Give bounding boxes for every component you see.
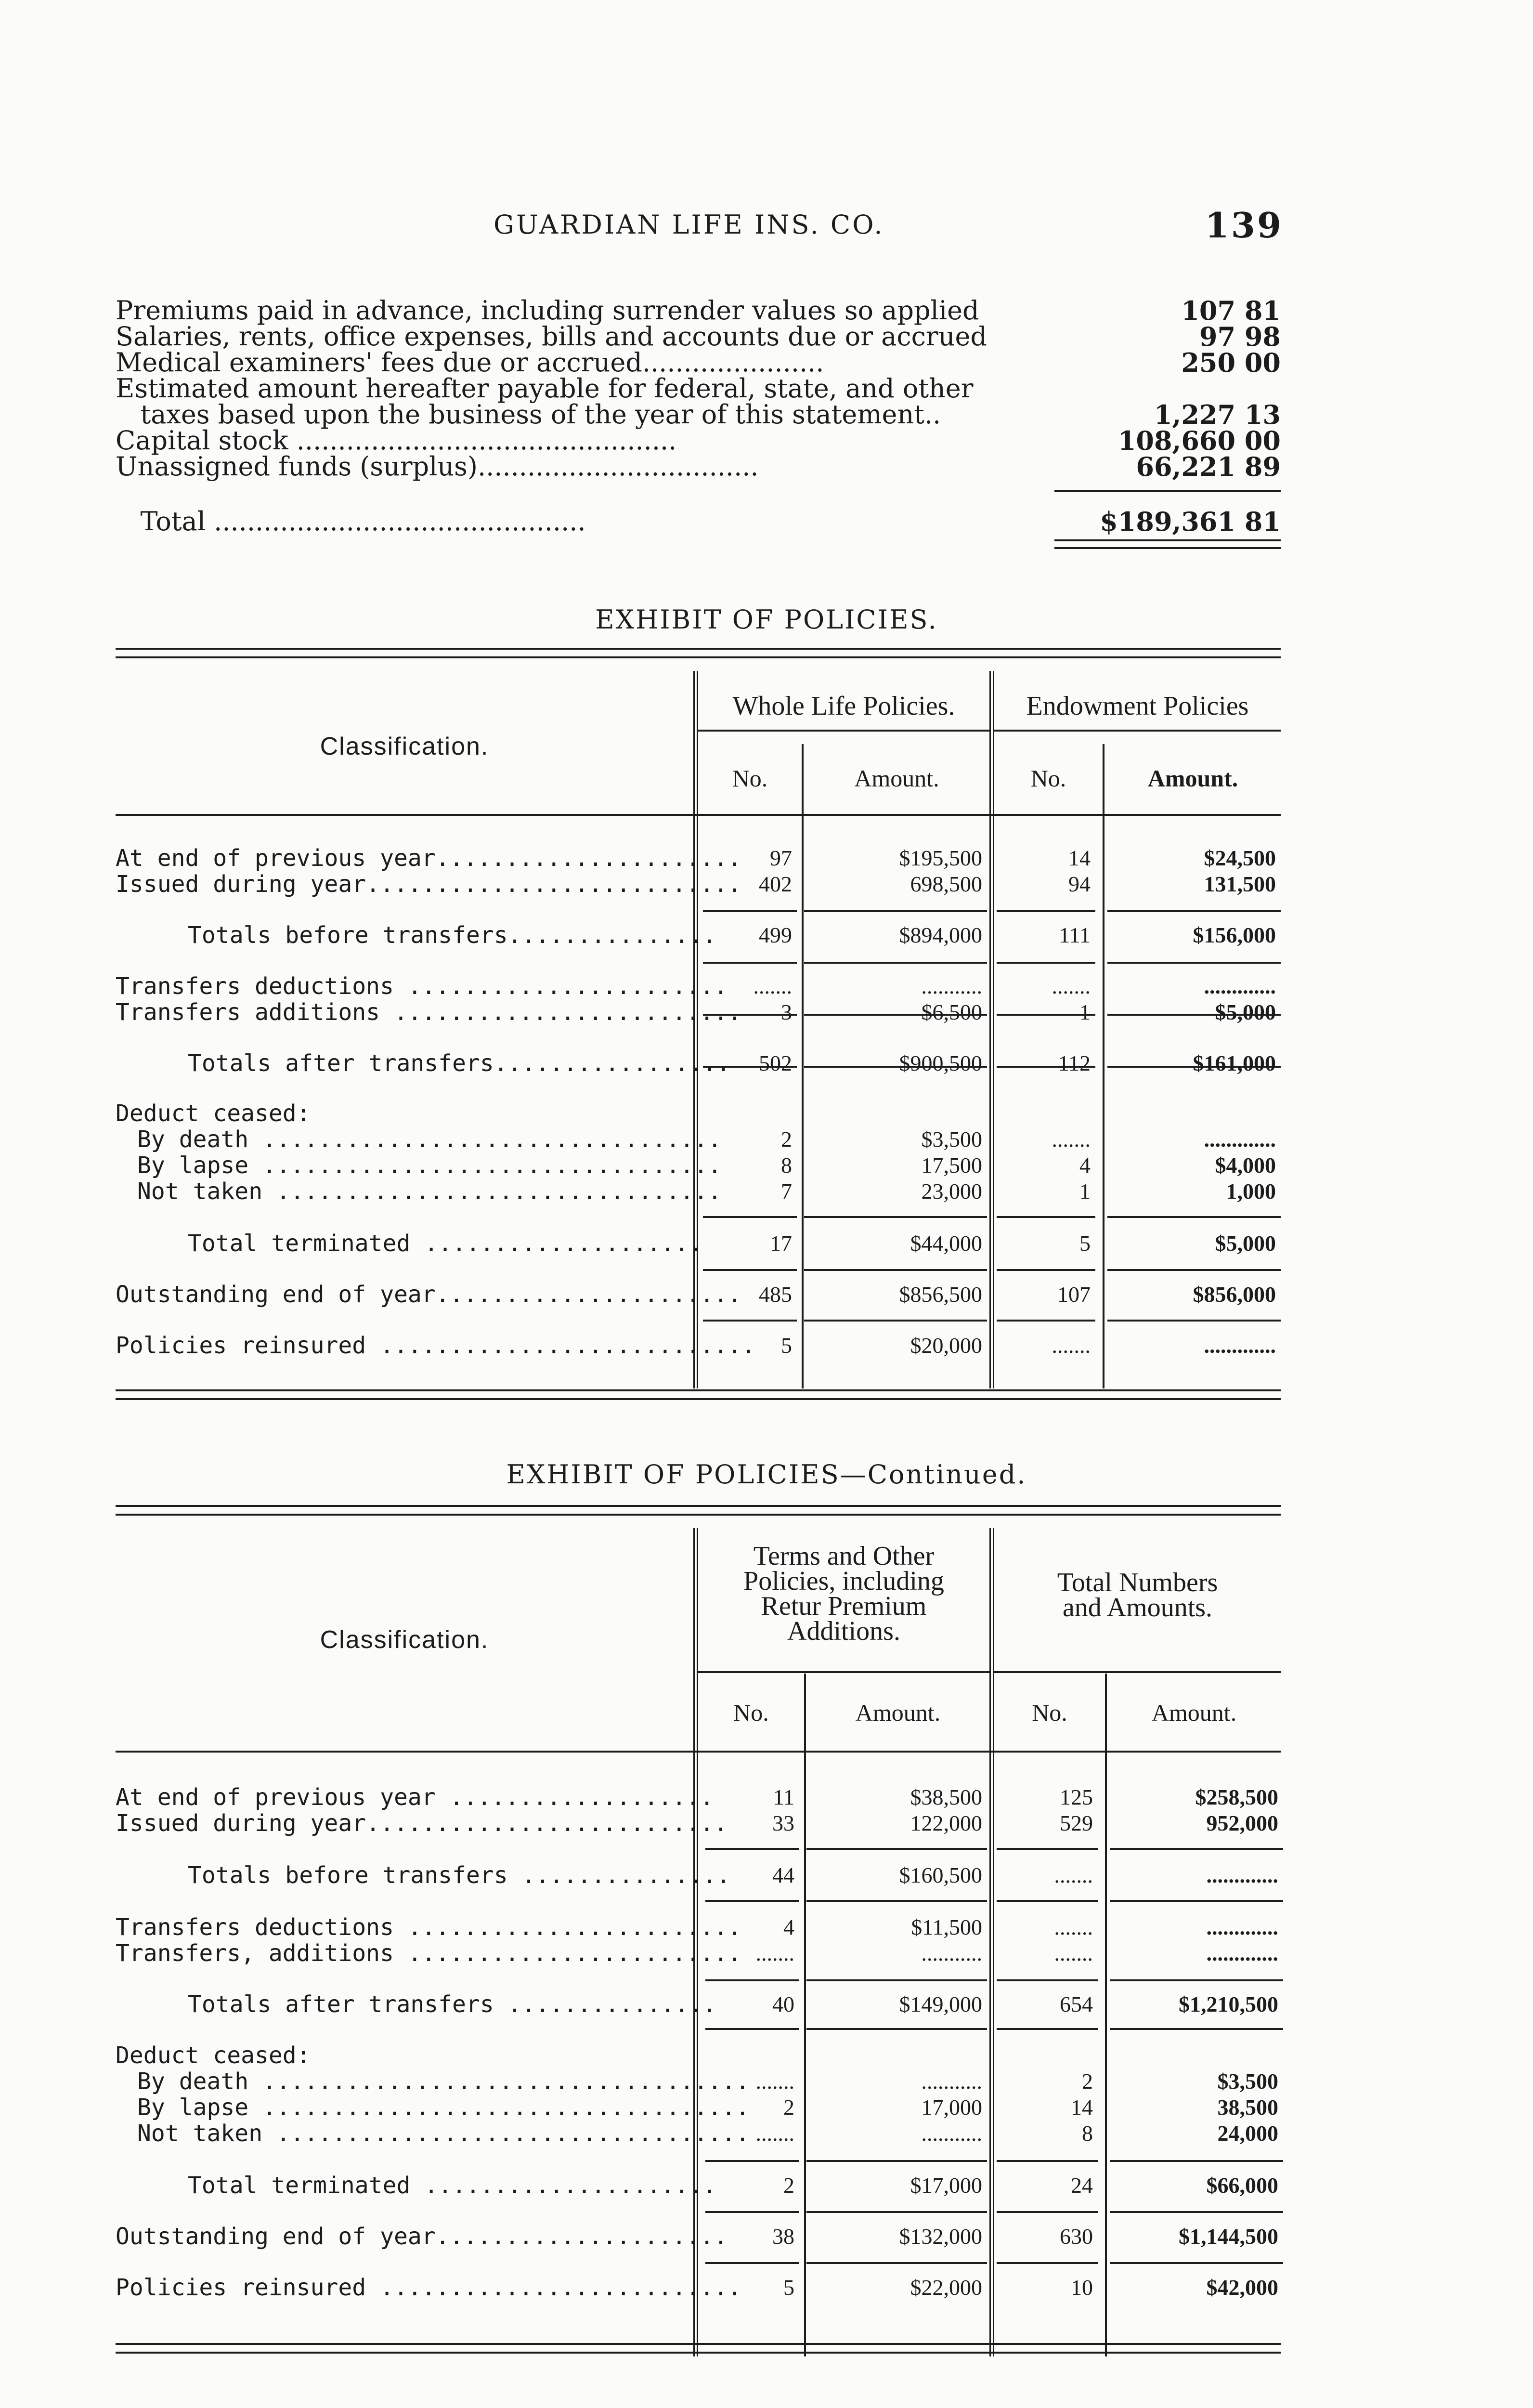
cell-endow-no: 125 bbox=[1060, 1785, 1093, 1809]
col-header-no: No. bbox=[732, 765, 768, 792]
exhibit-title: EXHIBIT OF POLICIES—Continued. bbox=[506, 1459, 1027, 1490]
table-row bbox=[116, 1282, 1281, 1308]
subtotal-rule bbox=[1107, 1269, 1281, 1271]
cell-endow-no: ....... bbox=[1052, 1127, 1091, 1152]
cell-endow-amount: 1,000 bbox=[1226, 1179, 1276, 1204]
subtotal-rule bbox=[997, 910, 1095, 912]
table-row bbox=[116, 845, 1281, 871]
subtotal-rule bbox=[804, 910, 987, 912]
row-label: Policies reinsured .......................... bbox=[116, 2274, 742, 2301]
table-row bbox=[116, 871, 1281, 897]
cell-whole-amount: $38,500 bbox=[910, 1785, 982, 1809]
subtotal-rule bbox=[997, 1979, 1098, 1981]
cell-whole-no: 11 bbox=[773, 1785, 794, 1809]
row-label: Not taken .................................. bbox=[137, 2120, 750, 2147]
ledger-sum-rule bbox=[116, 480, 1281, 494]
cell-whole-amount: $22,000 bbox=[910, 2275, 982, 2300]
subtotal-rule bbox=[804, 962, 987, 964]
cell-whole-amount: $6,500 bbox=[921, 1000, 982, 1024]
subtotal-rule bbox=[804, 1269, 987, 1271]
subtotal-rule bbox=[1107, 910, 1281, 912]
table-row bbox=[116, 1940, 1281, 1966]
table-row bbox=[116, 1050, 1281, 1076]
ledger-value: 1,227 13 bbox=[1154, 399, 1281, 430]
cell-endow-no: 8 bbox=[1082, 2121, 1093, 2146]
table-rule bbox=[116, 1389, 1281, 1400]
cell-whole-amount: $132,000 bbox=[899, 2224, 982, 2249]
cell-endow-no: ....... bbox=[1052, 974, 1091, 998]
ledger-total-value: $189,361 81 bbox=[1100, 506, 1281, 537]
cell-whole-no: 2 bbox=[781, 1127, 792, 1152]
cell-whole-amount: $195,500 bbox=[899, 846, 982, 870]
cell-whole-amount: 698,500 bbox=[910, 872, 982, 896]
cell-endow-no: 10 bbox=[1071, 2275, 1093, 2300]
table-row bbox=[116, 1991, 1281, 2017]
table-row bbox=[116, 2094, 1281, 2120]
subtotal-rule bbox=[997, 962, 1095, 964]
cell-whole-amount: ........... bbox=[921, 2069, 982, 2094]
subtotal-rule bbox=[1107, 1066, 1281, 1068]
ledger-label: Salaries, rents, office expenses, bills and accounts due or accrued bbox=[116, 321, 987, 352]
cell-endow-no: ....... bbox=[1054, 1915, 1093, 1939]
col-header-no: No. bbox=[1030, 765, 1066, 792]
cell-whole-amount: 23,000 bbox=[921, 1179, 982, 1204]
cell-endow-no: 1 bbox=[1079, 1179, 1091, 1204]
subtotal-rule bbox=[1107, 1216, 1281, 1218]
subtotal-rule bbox=[997, 2262, 1098, 2264]
cell-whole-amount: $149,000 bbox=[899, 1992, 982, 2016]
cell-endow-amount: $1,210,500 bbox=[1179, 1992, 1278, 2016]
ledger-value: 107 81 bbox=[1181, 295, 1281, 326]
ledger-double-rule bbox=[116, 535, 1281, 549]
cell-whole-no: 502 bbox=[759, 1051, 792, 1075]
ledger-label: Unassigned funds (surplus).................................. bbox=[116, 451, 759, 482]
cell-endow-amount: 131,500 bbox=[1204, 872, 1276, 896]
cell-endow-amount: $66,000 bbox=[1206, 2173, 1278, 2198]
subtotal-rule bbox=[997, 1269, 1095, 1271]
cell-whole-amount: $20,000 bbox=[910, 1333, 982, 1358]
table-row bbox=[116, 2120, 1281, 2146]
table-rule bbox=[116, 648, 1281, 658]
ledger-label: Premiums paid in advance, including surrender values so applied bbox=[116, 295, 979, 326]
exhibit-title: EXHIBIT OF POLICIES. bbox=[595, 604, 938, 635]
subtotal-rule bbox=[703, 1066, 797, 1068]
subtotal-rule bbox=[997, 1066, 1095, 1068]
cell-endow-no: 4 bbox=[1079, 1153, 1091, 1178]
row-label: Transfers, additions ........................ bbox=[116, 1940, 742, 1967]
header-bottom-rule bbox=[116, 814, 1281, 816]
group-header-line: and Amounts. bbox=[1062, 1593, 1213, 1623]
cell-whole-no: 402 bbox=[759, 872, 792, 896]
cell-whole-no: 5 bbox=[781, 1333, 792, 1358]
table-row bbox=[116, 1152, 1281, 1178]
header-rule bbox=[994, 1671, 1281, 1673]
table-row bbox=[116, 2224, 1281, 2250]
subtotal-rule bbox=[806, 1848, 987, 1850]
subtotal-rule bbox=[1107, 962, 1281, 964]
cell-endow-no: ....... bbox=[1054, 1941, 1093, 1965]
row-label: Policies reinsured ........................... bbox=[116, 1332, 756, 1359]
group-header: Whole Life Policies. bbox=[732, 691, 955, 721]
cell-endow-amount: ............. bbox=[1204, 1127, 1276, 1152]
cell-whole-amount: $17,000 bbox=[910, 2173, 982, 2198]
row-label: Totals before transfers ............... bbox=[188, 1862, 731, 1889]
cell-endow-no: 14 bbox=[1068, 846, 1091, 870]
cell-whole-no: 40 bbox=[772, 1992, 794, 2016]
group-header-line: Policies, including bbox=[743, 1566, 944, 1596]
row-label: At end of previous year...................... bbox=[116, 845, 742, 872]
ledger-row bbox=[116, 373, 1281, 404]
ledger-total-row bbox=[116, 506, 1281, 537]
table-row bbox=[116, 973, 1281, 999]
row-label: By lapse ................................... bbox=[137, 2094, 750, 2121]
cell-endow-amount: 24,000 bbox=[1217, 2121, 1278, 2146]
ledger-value: 66,221 89 bbox=[1136, 451, 1281, 482]
ledger-row bbox=[116, 321, 1281, 352]
row-label: By lapse ................................. bbox=[137, 1152, 722, 1179]
header-rule bbox=[994, 730, 1281, 732]
subtotal-rule bbox=[705, 2262, 799, 2264]
classification-header: Classification. bbox=[320, 1626, 489, 1654]
subtotal-rule bbox=[806, 2262, 987, 2264]
cell-whole-amount: $894,000 bbox=[899, 923, 982, 947]
sum-line bbox=[1054, 490, 1281, 492]
subtotal-rule bbox=[1107, 1014, 1281, 1016]
subtotal-rule bbox=[806, 1979, 987, 1981]
subtotal-rule bbox=[997, 2211, 1098, 2213]
cell-endow-amount: $156,000 bbox=[1193, 923, 1276, 947]
cell-whole-amount: 17,000 bbox=[921, 2095, 982, 2120]
ledger-value: 108,660 00 bbox=[1117, 425, 1281, 456]
exhibit-table-continued bbox=[116, 1505, 1281, 2357]
cell-whole-amount: $160,500 bbox=[899, 1863, 982, 1887]
cell-whole-amount: $900,500 bbox=[899, 1051, 982, 1075]
col-header-amount: Amount. bbox=[1147, 765, 1238, 792]
table-row bbox=[116, 1784, 1281, 1810]
cell-endow-no: 630 bbox=[1060, 2224, 1093, 2249]
subtotal-rule bbox=[806, 1900, 987, 1902]
table-row bbox=[116, 1100, 1281, 1126]
table-row bbox=[116, 2172, 1281, 2199]
subtotal-rule bbox=[705, 2211, 799, 2213]
cell-endow-no: 111 bbox=[1059, 923, 1091, 947]
cell-endow-amount: $258,500 bbox=[1195, 1785, 1278, 1809]
subtotal-rule bbox=[703, 1269, 797, 1271]
subtotal-rule bbox=[705, 1900, 799, 1902]
cell-whole-amount: $44,000 bbox=[910, 1231, 982, 1256]
cell-endow-amount: $24,500 bbox=[1204, 846, 1276, 870]
cell-endow-amount: $1,144,500 bbox=[1179, 2224, 1278, 2249]
cell-endow-no: 2 bbox=[1082, 2069, 1093, 2094]
subtotal-rule bbox=[705, 2028, 799, 2030]
cell-whole-amount: 17,500 bbox=[921, 1153, 982, 1178]
cell-whole-no: 8 bbox=[781, 1153, 792, 1178]
cell-whole-no: ....... bbox=[755, 2121, 794, 2146]
table-row bbox=[116, 2042, 1281, 2068]
cell-endow-no: 94 bbox=[1068, 872, 1091, 896]
cell-endow-amount: $5,000 bbox=[1215, 1231, 1276, 1256]
subtotal-rule bbox=[703, 910, 797, 912]
cell-whole-no: 499 bbox=[759, 923, 792, 947]
cell-whole-no: ....... bbox=[753, 974, 792, 998]
subtotal-rule bbox=[703, 1216, 797, 1218]
subtotal-rule bbox=[806, 2028, 987, 2030]
subtotal-rule bbox=[705, 1979, 799, 1981]
cell-endow-no: 1 bbox=[1079, 1000, 1091, 1024]
cell-whole-amount: ........... bbox=[921, 974, 982, 998]
cell-whole-no: 2 bbox=[783, 2173, 794, 2198]
group-header bbox=[994, 1568, 1281, 1623]
ledger-label: taxes based upon the business of the year of this statement.. bbox=[116, 399, 941, 430]
col-header-no: No. bbox=[1032, 1699, 1067, 1726]
table-row bbox=[116, 1914, 1281, 1940]
row-label: Deduct ceased: bbox=[116, 1100, 311, 1127]
cell-whole-no: 4 bbox=[783, 1915, 794, 1939]
cell-endow-no: 654 bbox=[1060, 1992, 1093, 2016]
table-row bbox=[116, 999, 1281, 1025]
group-header bbox=[698, 1541, 989, 1646]
cell-endow-no: 24 bbox=[1071, 2173, 1093, 2198]
classification-header: Classification. bbox=[320, 733, 489, 760]
header-bottom-rule bbox=[116, 1751, 1281, 1753]
group-header: Endowment Policies bbox=[1026, 691, 1249, 721]
header-rule bbox=[698, 730, 989, 732]
cell-whole-no: 33 bbox=[772, 1811, 794, 1835]
cell-whole-amount: $11,500 bbox=[911, 1915, 982, 1939]
cell-whole-no: ....... bbox=[755, 2069, 794, 2094]
cell-whole-amount: $3,500 bbox=[921, 1127, 982, 1152]
cell-endow-no: 5 bbox=[1079, 1231, 1091, 1256]
table-row bbox=[116, 2068, 1281, 2094]
row-label: Deduct ceased: bbox=[116, 2042, 311, 2069]
group-header-line: Terms and Other bbox=[753, 1541, 935, 1571]
cell-endow-amount: $5,000 bbox=[1215, 1000, 1276, 1024]
ledger-row bbox=[116, 425, 1281, 456]
col-header-amount: Amount. bbox=[1151, 1699, 1237, 1726]
ledger-total-label: Total ............................................. bbox=[116, 506, 586, 537]
running-head-title: GUARDIAN LIFE INS. CO. bbox=[494, 209, 884, 240]
cell-whole-no: 7 bbox=[781, 1179, 792, 1204]
cell-whole-amount: $856,500 bbox=[899, 1282, 982, 1307]
subtotal-rule bbox=[804, 1216, 987, 1218]
ledger-row bbox=[116, 451, 1281, 482]
cell-endow-amount: 952,000 bbox=[1206, 1811, 1278, 1835]
subtotal-rule bbox=[1110, 2028, 1283, 2030]
group-header-line: Additions. bbox=[787, 1616, 900, 1646]
cell-endow-no: 112 bbox=[1058, 1051, 1091, 1075]
row-label: At end of previous year ................... bbox=[116, 1784, 714, 1811]
table-divider bbox=[989, 671, 994, 1388]
table-rule bbox=[116, 2343, 1281, 2354]
subtotal-rule bbox=[997, 1848, 1098, 1850]
row-label: Total terminated ..................... bbox=[188, 2172, 717, 2199]
subtotal-rule bbox=[806, 2160, 987, 2162]
col-header-amount: Amount. bbox=[854, 765, 939, 792]
subtotal-rule bbox=[997, 1320, 1095, 1322]
subtotal-rule bbox=[703, 1014, 797, 1016]
cell-endow-amount: ............. bbox=[1204, 974, 1276, 998]
subtotal-rule bbox=[804, 1320, 987, 1322]
subtotal-rule bbox=[703, 962, 797, 964]
cell-endow-amount: ............. bbox=[1204, 1333, 1276, 1358]
cell-endow-amount: $3,500 bbox=[1217, 2069, 1278, 2094]
subtotal-rule bbox=[1107, 1320, 1281, 1322]
row-label: Totals after transfers ............... bbox=[188, 1991, 717, 2018]
subtotal-rule bbox=[705, 2160, 799, 2162]
cell-whole-amount: ........... bbox=[921, 1941, 982, 1965]
ledger-value: 250 00 bbox=[1181, 347, 1281, 378]
ledger-row bbox=[116, 295, 1281, 326]
table-row bbox=[116, 1126, 1281, 1152]
ledger-row bbox=[116, 399, 1281, 430]
col-header-no: No. bbox=[733, 1699, 769, 1726]
row-label: Issued during year.......................... bbox=[116, 1810, 728, 1837]
row-label: Issued during year........................... bbox=[116, 871, 742, 898]
subtotal-rule bbox=[997, 1900, 1098, 1902]
subtotal-rule bbox=[1110, 1848, 1283, 1850]
table-row bbox=[116, 1230, 1281, 1256]
cell-whole-no: 97 bbox=[770, 846, 792, 870]
row-label: Outstanding end of year..................... bbox=[116, 2223, 728, 2250]
row-label: Totals after transfers................. bbox=[188, 1050, 731, 1077]
cell-whole-amount: ........... bbox=[921, 2121, 982, 2146]
group-header-line: Total Numbers bbox=[1057, 1568, 1218, 1597]
cell-whole-no: 2 bbox=[783, 2095, 794, 2120]
subtotal-rule bbox=[804, 1066, 987, 1068]
cell-endow-amount: 38,500 bbox=[1217, 2095, 1278, 2120]
table-row bbox=[116, 1810, 1281, 1836]
subtotal-rule bbox=[705, 1848, 799, 1850]
cell-endow-no: 107 bbox=[1057, 1282, 1091, 1307]
subtotal-rule bbox=[997, 1216, 1095, 1218]
cell-whole-no: 17 bbox=[770, 1231, 792, 1256]
table-row bbox=[116, 1178, 1281, 1204]
liabilities-ledger bbox=[116, 295, 1281, 549]
subtotal-rule bbox=[1110, 2160, 1283, 2162]
double-line bbox=[1054, 539, 1281, 549]
subtotal-rule bbox=[804, 1014, 987, 1016]
cell-endow-amount: ............. bbox=[1206, 1915, 1278, 1939]
page-number: 139 bbox=[1205, 205, 1283, 246]
row-label: By death ................................. bbox=[137, 1126, 722, 1153]
subtotal-rule bbox=[806, 2211, 987, 2213]
subtotal-rule bbox=[997, 1014, 1095, 1016]
cell-whole-no: 44 bbox=[772, 1863, 794, 1887]
table-row bbox=[116, 1333, 1281, 1359]
cell-endow-amount: $42,000 bbox=[1206, 2275, 1278, 2300]
cell-endow-amount: ............. bbox=[1206, 1863, 1278, 1887]
subtotal-rule bbox=[997, 2028, 1098, 2030]
row-label: Transfers deductions ....................... bbox=[116, 973, 728, 1000]
exhibit-table bbox=[116, 648, 1281, 1404]
cell-whole-no: 38 bbox=[772, 2224, 794, 2249]
header-rule bbox=[698, 1671, 989, 1673]
ledger-label: Capital stock .............................................. bbox=[116, 425, 677, 456]
subtotal-rule bbox=[1110, 2262, 1283, 2264]
cell-whole-no: 5 bbox=[783, 2275, 794, 2300]
cell-endow-no: 14 bbox=[1071, 2095, 1093, 2120]
group-header-line: Retur Premium bbox=[761, 1591, 927, 1621]
row-label: Total terminated .................... bbox=[188, 1230, 703, 1257]
cell-whole-no: ....... bbox=[755, 1941, 794, 1965]
subtotal-rule bbox=[1110, 1900, 1283, 1902]
row-label: Transfers additions ......................... bbox=[116, 999, 742, 1026]
table-row bbox=[116, 1862, 1281, 1888]
row-label: Not taken ................................ bbox=[137, 1178, 722, 1205]
subtotal-rule bbox=[997, 2160, 1098, 2162]
table-row bbox=[116, 922, 1281, 948]
subtotal-rule bbox=[703, 1320, 797, 1322]
cell-endow-amount: $161,000 bbox=[1193, 1051, 1276, 1075]
ledger-label: Medical examiners' fees due or accrued...................... bbox=[116, 347, 824, 378]
subtotal-rule bbox=[1110, 1979, 1283, 1981]
cell-endow-amount: $4,000 bbox=[1215, 1153, 1276, 1178]
cell-whole-no: 485 bbox=[759, 1282, 792, 1307]
ledger-row bbox=[116, 347, 1281, 378]
cell-endow-no: ....... bbox=[1052, 1333, 1091, 1358]
table-row bbox=[116, 2275, 1281, 2301]
table-rule bbox=[116, 1505, 1281, 1516]
row-label: By death ................................... bbox=[137, 2068, 750, 2095]
cell-whole-no: 3 bbox=[781, 1000, 792, 1024]
cell-endow-no: 529 bbox=[1060, 1811, 1093, 1835]
cell-whole-amount: 122,000 bbox=[910, 1811, 982, 1835]
col-header-amount: Amount. bbox=[855, 1699, 941, 1726]
row-label: Transfers deductions ........................ bbox=[116, 1914, 742, 1941]
cell-endow-no: ....... bbox=[1054, 1863, 1093, 1887]
ledger-value: 97 98 bbox=[1199, 321, 1281, 352]
cell-endow-amount: $856,000 bbox=[1193, 1282, 1276, 1307]
ledger-label: Estimated amount hereafter payable for federal, state, and other bbox=[116, 373, 974, 404]
row-label: Totals before transfers............... bbox=[188, 922, 717, 949]
cell-endow-amount: ............. bbox=[1206, 1941, 1278, 1965]
subtotal-rule bbox=[1110, 2211, 1283, 2213]
row-label: Outstanding end of year...................... bbox=[116, 1281, 742, 1308]
